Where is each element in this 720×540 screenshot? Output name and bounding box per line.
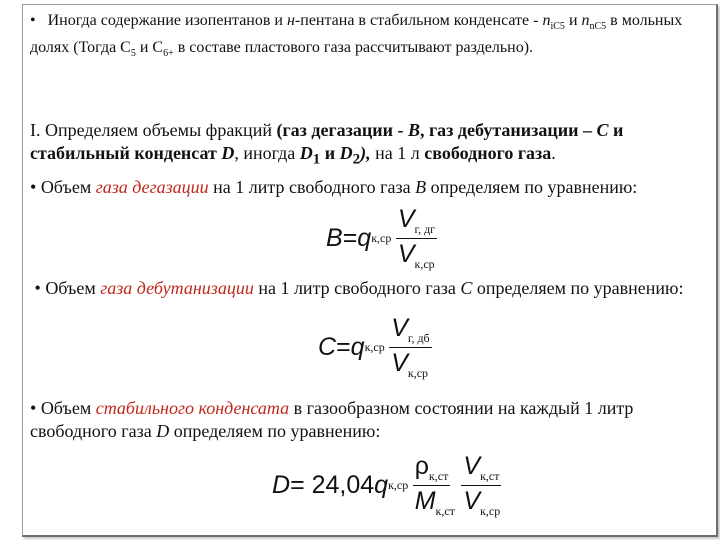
formula-eq: = 24,04 — [290, 471, 375, 499]
text: определяем по уравнению: — [472, 278, 684, 298]
formula-v: V — [463, 487, 481, 515]
text: n — [581, 12, 590, 29]
text: и — [564, 12, 578, 29]
formula-q: q — [350, 333, 365, 361]
section-heading — [30, 119, 710, 172]
text: свободного газа — [424, 143, 552, 163]
bullet: • — [30, 177, 37, 197]
text: . — [551, 143, 556, 163]
text: n — [542, 12, 551, 29]
formula-sub: г, дб — [407, 331, 430, 345]
text: Иногда содержание изопентанов и — [47, 12, 287, 29]
text: в составе пластового газа рассчитывают раздельно). — [173, 39, 534, 57]
text: D — [221, 143, 235, 163]
formula-d — [272, 452, 502, 519]
formula-m: M — [414, 487, 436, 515]
formula-sub: к,ср — [414, 257, 435, 271]
text: на 1 литр свободного газа — [208, 177, 416, 197]
formula-q: q — [357, 224, 372, 252]
text: C — [596, 120, 609, 140]
formula-sub: к,ст — [428, 469, 449, 483]
text: Объем — [36, 177, 96, 197]
formula-v: V — [463, 452, 481, 480]
bullet: • — [30, 12, 36, 29]
subscript: 2 — [352, 151, 361, 168]
formula-fraction-volume — [461, 452, 502, 519]
formula-sub: к,ср — [388, 478, 409, 492]
formula-c — [318, 314, 432, 381]
bullet: • — [34, 278, 41, 298]
formula-sub: к,ср — [480, 504, 501, 518]
text: Объем — [40, 278, 101, 298]
text: определяем по уравнению: — [426, 177, 638, 197]
formula-fraction-density — [413, 452, 457, 519]
text: , иногда — [234, 143, 300, 163]
text: I. Определяем объемы фракций — [30, 120, 277, 140]
text: и — [320, 143, 340, 163]
bullet: • — [30, 398, 37, 418]
text: D — [339, 143, 353, 163]
stable-condensate-paragraph — [30, 397, 700, 443]
subscript: 1 — [312, 151, 321, 168]
text: в мольных долях (Тогда C — [30, 12, 683, 57]
text: в газообразном состоянии на каждый 1 литр свободного газа — [30, 398, 634, 441]
formula-lhs: D — [272, 471, 291, 499]
formula-q: q — [374, 471, 389, 499]
highlight-term: газа дебутанизации — [100, 278, 254, 298]
text: C — [460, 278, 473, 298]
text: B — [407, 120, 420, 140]
formula-b — [326, 205, 437, 272]
formula-eq: = — [336, 333, 351, 361]
subscript: iC5 — [550, 21, 565, 33]
formula-sub: к,ср — [364, 340, 385, 354]
formula-v: V — [397, 205, 415, 233]
text: D — [299, 143, 313, 163]
text: -пентана в стабильном конденсате - — [294, 12, 543, 29]
formula-sub: г, дг — [414, 222, 436, 236]
text: D — [156, 421, 170, 441]
formula-v: V — [397, 240, 415, 268]
text: ), — [360, 143, 371, 163]
highlight-term: газа дегазации — [95, 177, 209, 197]
formula-sub: к,ст — [480, 469, 500, 483]
text: на 1 л — [370, 143, 425, 163]
subscript: 6+ — [163, 48, 174, 60]
intro-paragraph — [30, 10, 700, 64]
text: B — [415, 177, 427, 197]
debutanization-gas-paragraph — [30, 277, 690, 300]
text: , газ дебутанизации – — [420, 120, 597, 140]
formula-rho: ρ — [414, 452, 429, 480]
formula-lhs: C — [318, 333, 337, 361]
formula-v: V — [391, 314, 408, 342]
subscript: 5 — [130, 48, 136, 60]
text: определяем по уравнению: — [169, 421, 381, 441]
highlight-term: стабильного конденсата — [95, 398, 290, 418]
text: Объем — [36, 398, 96, 418]
subscript: nC5 — [589, 21, 607, 33]
formula-eq: = — [342, 224, 358, 252]
degassing-gas-paragraph — [30, 176, 720, 199]
text: и C — [135, 39, 164, 57]
formula-fraction — [389, 314, 431, 381]
formula-sub: к,ср — [407, 366, 429, 380]
text: на 1 литр свободного газа — [253, 278, 461, 298]
formula-sub: к,ср — [371, 231, 392, 245]
text: (газ дегазации - — [276, 120, 408, 140]
formula-sub: к,ст — [435, 504, 455, 518]
formula-fraction — [396, 205, 437, 272]
formula-v: V — [391, 349, 408, 377]
text: н — [286, 12, 295, 29]
formula-lhs: B — [326, 224, 343, 252]
text: и стабильный конденсат — [30, 120, 624, 163]
